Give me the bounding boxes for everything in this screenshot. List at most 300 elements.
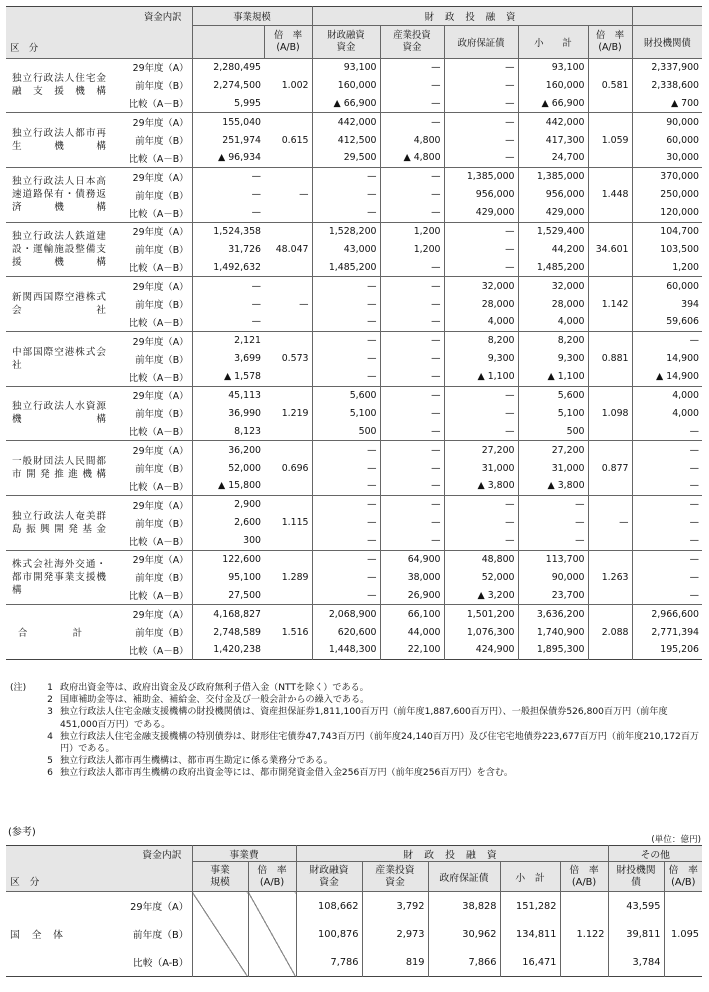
ref-cell-hosho: 38,828 — [428, 892, 500, 921]
header-sangyo-toshi-shikin: 資金 — [402, 41, 422, 53]
row-label: 29年度（A） — [112, 441, 192, 459]
cell-sangyo-toshi: 66,100 — [380, 605, 444, 623]
cell-scale-ratio: 1.115 — [264, 495, 312, 550]
cell-gov-guarantee: — — [444, 532, 518, 550]
cell-subtotal: 93,100 — [518, 58, 588, 76]
ref-header-other: その他 — [608, 846, 702, 862]
header-sangyo-toshi-label: 産業投資 — [393, 29, 431, 41]
cell-gov-guarantee: — — [444, 422, 518, 440]
cell-subtotal: 32,000 — [518, 277, 588, 295]
row-label: 29年度（A） — [112, 495, 192, 513]
cell-zaitoki-bond: 1,200 — [672, 261, 700, 273]
ref-header-toshi-2: 資金 — [385, 876, 405, 888]
reference-table — [6, 845, 702, 977]
cell-scale: — — [251, 316, 262, 328]
cell-scale-ratio: 1.002 — [264, 58, 312, 113]
cell-zaisei-yushi: ▲ 66,900 — [312, 94, 380, 112]
ref-header-business-cost: 事業費 — [192, 846, 296, 862]
cell-scale-ratio: — — [264, 277, 312, 332]
cell-scale: ▲ 96,934 — [218, 152, 262, 164]
cell-subtotal: 3,636,200 — [518, 605, 588, 623]
note-number: 3 — [47, 707, 53, 718]
cell-zaitoki-bond: 14,900 — [666, 353, 700, 365]
cell-subtotal: 500 — [518, 422, 588, 440]
cell-zaitoki-bond: 250,000 — [660, 189, 700, 201]
header-scale-ratio-label: 倍 率 — [273, 29, 303, 41]
cell-gov-guarantee: — — [444, 404, 518, 422]
cell-zaitoki-bond: — — [689, 589, 700, 601]
note-number: 4 — [47, 731, 53, 742]
header-category: 区 分 — [6, 26, 192, 59]
cell-gov-guarantee: 4,000 — [444, 313, 518, 331]
cell-zaisei-yushi: 43,000 — [312, 240, 380, 258]
cell-zaisei-yushi: 5,600 — [312, 386, 380, 404]
cell-zaitoki-bond: 59,606 — [666, 316, 700, 328]
cell-zaisei-yushi: 620,600 — [312, 623, 380, 641]
cell-zaitoki-bond: — — [689, 517, 700, 529]
cell-zaisei-yushi: 2,068,900 — [312, 605, 380, 623]
cell-zaisei-yushi: — — [312, 550, 380, 568]
cell-gov-guarantee: ▲ 3,800 — [444, 477, 518, 495]
row-label: 前年度（B） — [112, 240, 192, 258]
ref-header-funds-breakdown: 資金内訳 — [6, 846, 192, 862]
row-label: 前年度（B） — [112, 131, 192, 149]
row-label: 29年度（A） — [112, 113, 192, 131]
row-label: 29年度（A） — [112, 605, 192, 623]
cell-sangyo-toshi: 44,000 — [380, 623, 444, 641]
cell-zaitoki-bond: — — [689, 535, 700, 547]
cell-subtotal: — — [518, 495, 588, 513]
cell-sangyo-toshi: 1,200 — [380, 222, 444, 240]
cell-zaisei-yushi: 29,500 — [312, 149, 380, 167]
cell-gov-guarantee: — — [444, 58, 518, 76]
row-label: 前年度（B） — [112, 514, 192, 532]
entity-name: 独立行政法人日本高速道路保有・債務返済機構 — [6, 167, 112, 222]
cell-sangyo-toshi: — — [380, 532, 444, 550]
cell-zaisei-yushi: — — [312, 586, 380, 604]
cell-subtotal: 31,000 — [518, 459, 588, 477]
cell-sangyo-toshi: — — [380, 368, 444, 386]
note-text: 国庫補助金等は、補助金、補給金、交付金及び一般会計からの繰入である。 — [60, 695, 370, 706]
entity-name: 独立行政法人都市再生機構 — [6, 113, 112, 168]
main-table-body — [6, 58, 702, 659]
cell-sangyo-toshi: — — [380, 441, 444, 459]
cell-sangyo-toshi: 4,800 — [380, 131, 444, 149]
cell-sangyo-toshi: — — [380, 386, 444, 404]
ref-entity-name: 国 全 体 — [10, 930, 64, 941]
cell-scale: 1,524,358 — [192, 222, 264, 240]
cell-scale: 2,280,495 — [192, 58, 264, 76]
cell-sangyo-toshi: — — [380, 459, 444, 477]
cell-scale: 251,974 — [222, 134, 262, 146]
cell-subtotal: — — [518, 532, 588, 550]
cell-zaitoki-bond: — — [632, 331, 702, 349]
cell-zaitoki-bond: — — [689, 462, 700, 474]
cell-scale: 4,168,827 — [192, 605, 264, 623]
cell-gov-guarantee: 429,000 — [444, 204, 518, 222]
cell-gov-guarantee: 424,900 — [444, 641, 518, 659]
row-label: 前年度（B） — [112, 76, 192, 94]
cell-zaitoki-bond: 195,206 — [660, 644, 700, 656]
cell-zaisei-yushi: — — [312, 277, 380, 295]
cell-subtotal: 1,385,000 — [518, 167, 588, 185]
cell-scale: 2,274,500 — [213, 79, 262, 91]
entity-name: 一般財団法人民間都市開発推進機構 — [6, 441, 112, 496]
ref-header-bond-ratio — [664, 862, 702, 892]
cell-gov-guarantee: 956,000 — [444, 186, 518, 204]
header-business-scale: 事業規模 — [192, 7, 312, 26]
ref-header-toshi-1: 産業投資 — [375, 864, 415, 876]
cell-subtotal: 1,529,400 — [518, 222, 588, 240]
cell-fiscal-ratio: 1.098 — [588, 386, 632, 441]
table-row — [6, 605, 702, 623]
row-label: 前年度（B） — [112, 568, 192, 586]
cell-sangyo-toshi: 1,200 — [380, 240, 444, 258]
entity-name: 独立行政法人住宅金融支援機構 — [6, 58, 112, 113]
cell-zaisei-yushi: 1,485,200 — [312, 258, 380, 276]
note-label — [10, 755, 40, 767]
header-fiscal-ratio — [588, 26, 632, 59]
ref-header-ratio-ab: (A/B) — [571, 876, 597, 888]
cell-fiscal-ratio: 1.448 — [588, 167, 632, 222]
note-text: 独立行政法人都市再生機構は、都市再生勘定に係る業務分である。 — [60, 756, 333, 767]
header-zaisei-yushi-label: 財政融資 — [327, 29, 365, 41]
note-label: (注) — [10, 683, 27, 693]
cell-zaisei-yushi: — — [312, 204, 380, 222]
cell-fiscal-ratio: 34.601 — [588, 222, 632, 277]
ref-cell-yushi: 108,662 — [296, 892, 362, 921]
table-row — [6, 331, 702, 349]
header-sangyo-toshi — [380, 26, 444, 59]
cell-sangyo-toshi: — — [380, 186, 444, 204]
cell-scale-ratio: 48.047 — [264, 222, 312, 277]
table-row — [6, 113, 702, 131]
cell-zaisei-yushi: 160,000 — [312, 76, 380, 94]
row-label: 29年度（A） — [112, 331, 192, 349]
cell-zaisei-yushi: — — [312, 331, 380, 349]
cell-scale: ▲ 15,800 — [218, 480, 262, 492]
row-label: 前年度（B） — [112, 350, 192, 368]
cell-scale: 36,990 — [228, 407, 262, 419]
ref-header-bond — [608, 862, 664, 892]
cell-gov-guarantee: — — [444, 495, 518, 513]
note-label — [10, 767, 40, 779]
table-row — [6, 58, 702, 76]
cell-gov-guarantee: 1,076,300 — [444, 623, 518, 641]
cell-zaitoki-bond: 4,000 — [632, 386, 702, 404]
note-text: 独立行政法人住宅金融支援機構の財投機関債は、資産担保証券1,811,100百万円（前年度1,887,600百万円）、一般担保債券526,800百万円（前年度451,000百万円）である。 — [60, 707, 668, 730]
ref-cell-subtotal: 151,282 — [500, 892, 560, 921]
row-label: 前年度（B） — [112, 404, 192, 422]
note-item — [10, 731, 700, 755]
entity-name: 新関西国際空港株式会社 — [6, 277, 112, 332]
cell-gov-guarantee: — — [444, 386, 518, 404]
cell-subtotal: 442,000 — [518, 113, 588, 131]
row-label: 比較（A－B） — [112, 422, 192, 440]
entity-name: 独立行政法人鉄道建設・運輸施設整備支援機構 — [6, 222, 112, 277]
cell-scale: — — [192, 167, 264, 185]
ref-header-bond-ratio-ab: (A/B) — [671, 876, 696, 888]
cell-scale: 155,040 — [192, 113, 264, 131]
row-label: 29年度（A） — [112, 550, 192, 568]
cell-scale: — — [251, 189, 262, 201]
header-scale-ratio-ab: (A/B) — [276, 41, 300, 53]
cell-zaitoki-bond: — — [632, 495, 702, 513]
header-funds-breakdown: 資金内訳 — [6, 7, 192, 26]
cell-gov-guarantee: ▲ 3,200 — [444, 586, 518, 604]
row-label: 比較（A－B） — [112, 586, 192, 604]
ref-cell-toshi: 2,973 — [362, 920, 428, 948]
cell-gov-guarantee: — — [444, 94, 518, 112]
cell-gov-guarantee: — — [444, 240, 518, 258]
header-zaisei-toyushi: 財 政 投 融 資 — [312, 7, 632, 26]
cell-subtotal: ▲ 3,800 — [518, 477, 588, 495]
cell-zaisei-yushi: — — [312, 313, 380, 331]
cell-scale-ratio: 1.516 — [264, 605, 312, 660]
note-number: 6 — [47, 768, 53, 779]
header-zaitoki-bond: 財投機関債 — [632, 26, 702, 59]
cell-fiscal-ratio: 1.059 — [588, 113, 632, 168]
cell-zaisei-yushi: — — [312, 350, 380, 368]
cell-zaisei-yushi: 1,528,200 — [312, 222, 380, 240]
note-number: 5 — [47, 756, 53, 767]
cell-subtotal: 5,600 — [518, 386, 588, 404]
header-fiscal-ratio-ab: (A/B) — [598, 41, 622, 53]
table-row — [6, 277, 702, 295]
cell-zaisei-yushi: — — [312, 295, 380, 313]
cell-zaitoki-bond: 120,000 — [660, 207, 700, 219]
cell-sangyo-toshi: — — [380, 495, 444, 513]
table-row — [6, 167, 702, 185]
cell-gov-guarantee: 48,800 — [444, 550, 518, 568]
note-label — [10, 706, 40, 730]
cell-scale: 36,200 — [192, 441, 264, 459]
cell-gov-guarantee: — — [444, 76, 518, 94]
ref-header-bond-2: 債 — [631, 876, 641, 888]
cell-scale: 300 — [243, 535, 262, 547]
cell-scale: — — [251, 298, 262, 310]
ref-cell-toshi: 3,792 — [362, 892, 428, 921]
cell-sangyo-toshi: — — [380, 76, 444, 94]
cell-gov-guarantee: 9,300 — [444, 350, 518, 368]
cell-scale: — — [251, 207, 262, 219]
cell-zaisei-yushi: — — [312, 532, 380, 550]
notes — [10, 682, 700, 780]
header-subtotal: 小 計 — [518, 26, 588, 59]
cell-fiscal-ratio: 0.881 — [588, 331, 632, 386]
cell-gov-guarantee: — — [444, 514, 518, 532]
cell-zaitoki-bond: 60,000 — [632, 277, 702, 295]
ref-cell-subtotal: 16,471 — [500, 948, 560, 977]
header-blank — [632, 7, 702, 26]
unit-label: (単位：億円) — [651, 835, 701, 845]
cell-scale-ratio: 1.219 — [264, 386, 312, 441]
ref-row-label: 前年度（B） — [86, 920, 192, 948]
main-table — [6, 6, 702, 660]
cell-subtotal: ▲ 1,100 — [518, 368, 588, 386]
cell-zaitoki-bond: — — [632, 550, 702, 568]
cell-sangyo-toshi: — — [380, 167, 444, 185]
cell-zaisei-yushi: — — [312, 568, 380, 586]
reference-label: (参考) — [8, 827, 36, 838]
note-number: 1 — [47, 683, 53, 693]
cell-zaisei-yushi: 5,100 — [312, 404, 380, 422]
cell-sangyo-toshi: — — [380, 350, 444, 368]
ref-header-subtotal: 小 計 — [500, 862, 560, 892]
ref-header-yushi-1: 財政融資 — [309, 864, 349, 876]
ref-cell-yushi: 100,876 — [296, 920, 362, 948]
entity-name: 独立行政法人水資源機構 — [6, 386, 112, 441]
cell-subtotal: 90,000 — [518, 568, 588, 586]
cell-scale: 27,500 — [228, 589, 262, 601]
header-gov-guarantee: 政府保証債 — [444, 26, 518, 59]
cell-zaisei-yushi: — — [312, 477, 380, 495]
cell-sangyo-toshi: — — [380, 477, 444, 495]
cell-scale: — — [192, 277, 264, 295]
row-label: 前年度（B） — [112, 459, 192, 477]
cell-zaisei-yushi: 500 — [312, 422, 380, 440]
cell-zaisei-yushi: — — [312, 514, 380, 532]
cell-subtotal: 417,300 — [518, 131, 588, 149]
cell-zaitoki-bond: 2,771,394 — [651, 626, 700, 638]
cell-zaisei-yushi: 412,500 — [312, 131, 380, 149]
cell-zaitoki-bond: 2,337,900 — [632, 58, 702, 76]
entity-name: 中部国際空港株式会社 — [6, 331, 112, 386]
cell-zaisei-yushi: — — [312, 186, 380, 204]
ref-header-bond-1: 財投機関 — [616, 864, 656, 876]
cell-scale: 2,121 — [192, 331, 264, 349]
cell-sangyo-toshi: — — [380, 113, 444, 131]
cell-subtotal: — — [518, 514, 588, 532]
table-row — [6, 495, 702, 513]
cell-subtotal: 1,485,200 — [518, 258, 588, 276]
table-row — [6, 222, 702, 240]
note-item — [10, 682, 700, 694]
cell-subtotal: 956,000 — [518, 186, 588, 204]
row-label: 比較（A－B） — [112, 94, 192, 112]
ref-header-scale-ratio-ab: (A/B) — [259, 876, 285, 888]
note-text: 独立行政法人住宅金融支援機構の特別債券は、財形住宅債券47,743百万円（前年度24,140百万円）及び住宅宅地債券223,677百万円（前年度210,172百万円）である。 — [60, 731, 700, 755]
cell-zaitoki-bond: 104,700 — [632, 222, 702, 240]
header-zaisei-yushi — [312, 26, 380, 59]
ref-cell-bond: 43,595 — [608, 892, 664, 921]
note-label — [10, 731, 40, 755]
cell-zaitoki-bond: 60,000 — [666, 134, 700, 146]
cell-sangyo-toshi: — — [380, 313, 444, 331]
cell-gov-guarantee: 31,000 — [444, 459, 518, 477]
cell-zaisei-yushi: 93,100 — [312, 58, 380, 76]
cell-gov-guarantee: 1,385,000 — [444, 167, 518, 185]
header-fiscal-ratio-label: 倍 率 — [595, 29, 625, 41]
cell-gov-guarantee: 8,200 — [444, 331, 518, 349]
row-label: 比較（A－B） — [112, 204, 192, 222]
row-label: 比較（A－B） — [112, 258, 192, 276]
row-label: 比較（A－B） — [112, 641, 192, 659]
ref-header-scale-1: 事業 — [210, 864, 230, 876]
row-label: 29年度（A） — [112, 167, 192, 185]
header-zaisei-yushi-shikin: 資金 — [336, 41, 356, 53]
cell-subtotal: 429,000 — [518, 204, 588, 222]
cell-gov-guarantee: — — [444, 149, 518, 167]
cell-zaitoki-bond: 2,338,600 — [651, 79, 700, 91]
cell-zaitoki-bond: 370,000 — [632, 167, 702, 185]
ref-row-label: 比較（A-B） — [86, 948, 192, 977]
ref-cell-toshi: 819 — [362, 948, 428, 977]
ref-header-scale-ratio — [248, 862, 296, 892]
entity-name: 独立行政法人奄美群島振興開発基金 — [6, 495, 112, 550]
cell-gov-guarantee: ▲ 1,100 — [444, 368, 518, 386]
cell-sangyo-toshi: 22,100 — [380, 641, 444, 659]
cell-gov-guarantee: 27,200 — [444, 441, 518, 459]
cell-zaisei-yushi: — — [312, 459, 380, 477]
table-row — [6, 550, 702, 568]
cell-scale-ratio: — — [264, 167, 312, 222]
cell-gov-guarantee: 52,000 — [444, 568, 518, 586]
ref-header-bond-ratio-label: 倍 率 — [668, 864, 698, 876]
cell-fiscal-ratio: 0.877 — [588, 441, 632, 496]
cell-scale: 52,000 — [228, 462, 262, 474]
cell-sangyo-toshi: 64,900 — [380, 550, 444, 568]
cell-scale: 1,492,632 — [213, 261, 262, 273]
cell-sangyo-toshi: — — [380, 94, 444, 112]
cell-fiscal-ratio: 1.142 — [588, 277, 632, 332]
cell-scale: 122,600 — [192, 550, 264, 568]
ref-scale-empty — [192, 892, 248, 977]
cell-scale: 5,995 — [234, 97, 262, 109]
cell-zaitoki-bond: ▲ 14,900 — [656, 371, 700, 383]
cell-scale-ratio: 0.573 — [264, 331, 312, 386]
note-label — [10, 694, 40, 706]
cell-scale: 2,900 — [192, 495, 264, 513]
cell-sangyo-toshi: — — [380, 258, 444, 276]
cell-zaisei-yushi: 442,000 — [312, 113, 380, 131]
cell-fiscal-ratio: 2.088 — [588, 605, 632, 660]
cell-subtotal: 24,700 — [518, 149, 588, 167]
ref-cell-bond: 39,811 — [608, 920, 664, 948]
cell-subtotal: 5,100 — [518, 404, 588, 422]
cell-scale: ▲ 1,578 — [223, 371, 262, 383]
ref-cell-subtotal: 134,811 — [500, 920, 560, 948]
cell-gov-guarantee: — — [444, 222, 518, 240]
cell-scale-ratio: 0.696 — [264, 441, 312, 496]
cell-sangyo-toshi: — — [380, 277, 444, 295]
row-label: 前年度（B） — [112, 186, 192, 204]
cell-subtotal: 1,895,300 — [518, 641, 588, 659]
cell-scale: 2,748,589 — [213, 626, 262, 638]
cell-gov-guarantee: 1,501,200 — [444, 605, 518, 623]
ref-header-hosho: 政府保証債 — [428, 862, 500, 892]
cell-zaitoki-bond: — — [689, 571, 700, 583]
ref-cell-bond-ratio: 1.095 — [670, 928, 700, 940]
ref-header-yushi-2: 資金 — [319, 876, 339, 888]
cell-zaitoki-bond: — — [632, 441, 702, 459]
cell-zaisei-yushi: — — [312, 441, 380, 459]
row-label: 29年度（A） — [112, 386, 192, 404]
ref-header-toshi — [362, 862, 428, 892]
ref-cell-ratio: 1.122 — [560, 892, 608, 977]
cell-zaitoki-bond: 90,000 — [632, 113, 702, 131]
ref-cell-yushi: 7,786 — [296, 948, 362, 977]
cell-scale-ratio: 1.289 — [264, 550, 312, 605]
cell-subtotal: 1,740,900 — [518, 623, 588, 641]
cell-sangyo-toshi: — — [380, 422, 444, 440]
cell-sangyo-toshi: 26,900 — [380, 586, 444, 604]
cell-scale: 95,100 — [228, 571, 262, 583]
ref-header-scale — [192, 862, 248, 892]
cell-zaitoki-bond: — — [689, 425, 700, 437]
cell-sangyo-toshi: — — [380, 404, 444, 422]
cell-scale: 1,420,238 — [213, 644, 262, 656]
